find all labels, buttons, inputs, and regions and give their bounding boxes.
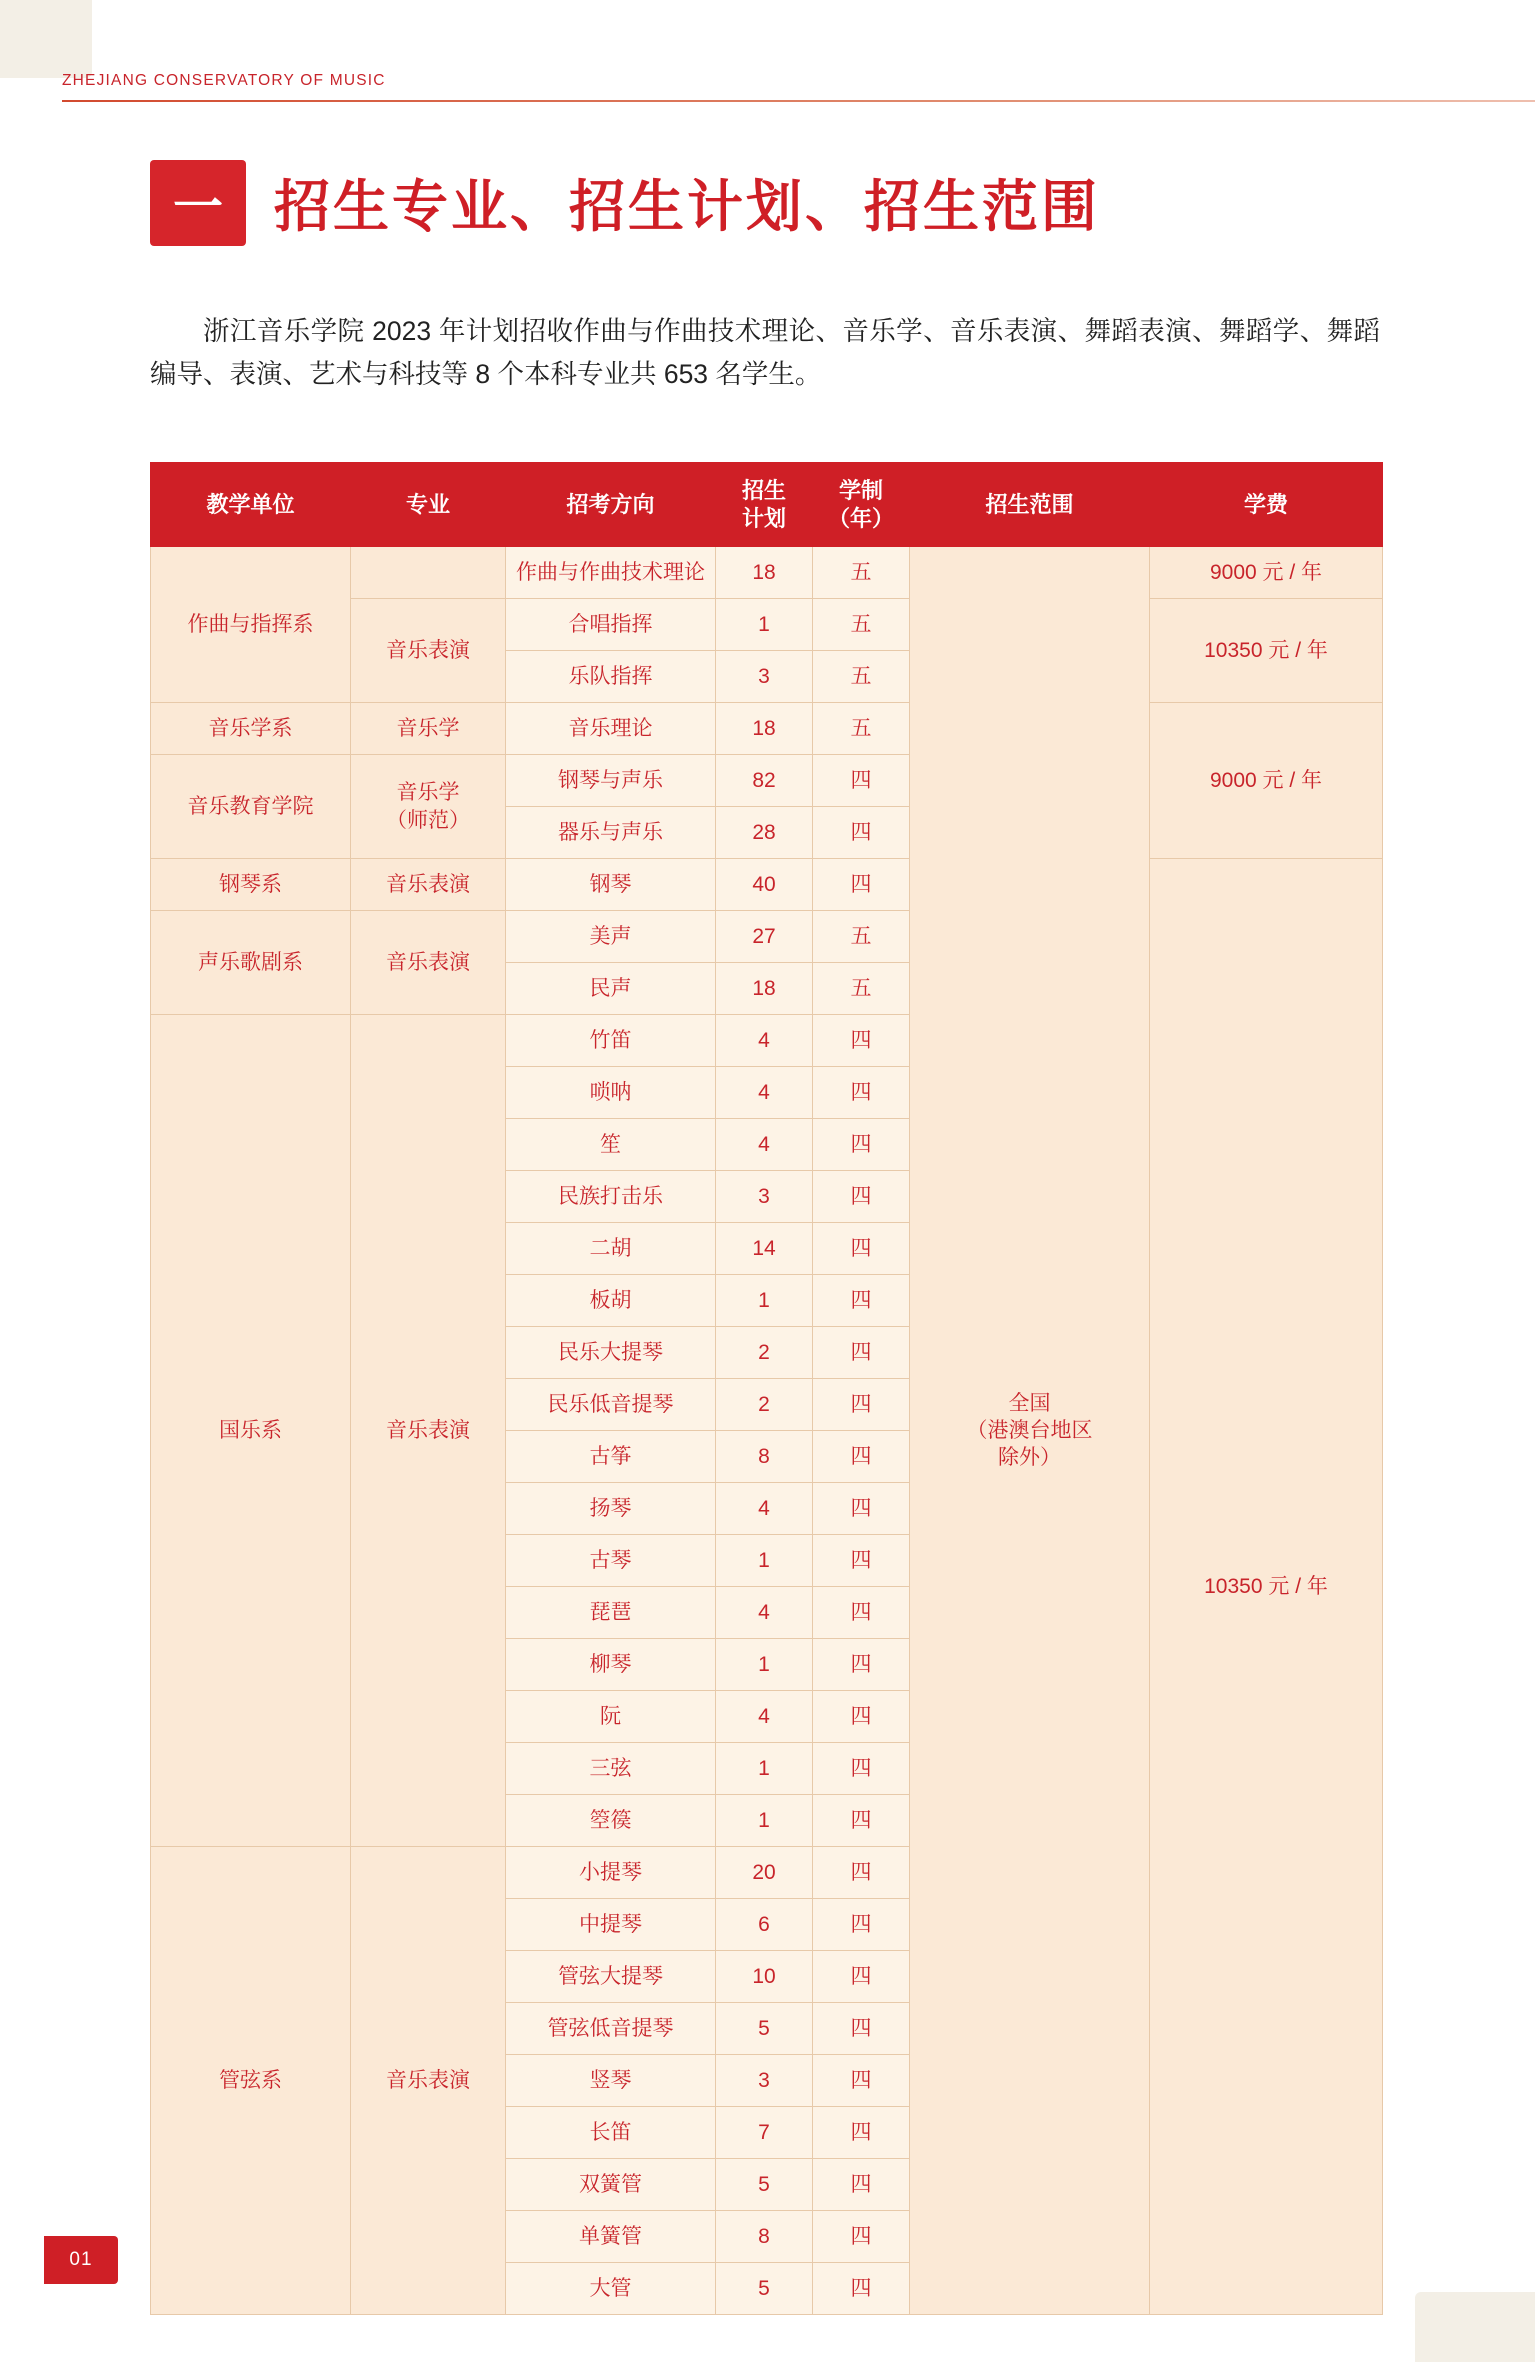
cell-plan: 1 [716,1275,813,1327]
cell-years: 四 [813,1327,910,1379]
cell-direction: 竖琴 [506,2055,716,2107]
cell-years: 五 [813,963,910,1015]
cell-major: 音乐表演 [351,911,506,1015]
table-head [151,463,1383,547]
cell-direction: 民族打击乐 [506,1171,716,1223]
header-divider [62,100,1535,102]
cell-major: 音乐表演 [351,1847,506,2315]
cell-plan: 27 [716,911,813,963]
cell-direction: 管弦低音提琴 [506,2003,716,2055]
cell-plan: 4 [716,1067,813,1119]
cell-plan: 4 [716,1691,813,1743]
cell-direction: 中提琴 [506,1899,716,1951]
cell-direction: 箜篌 [506,1795,716,1847]
cell-plan: 18 [716,963,813,1015]
cell-fee: 10350 元 / 年 [1150,599,1383,703]
cell-direction: 竹笛 [506,1015,716,1067]
institution-name-en: ZHEJIANG CONSERVATORY OF MUSIC [62,72,386,89]
cell-years: 四 [813,1483,910,1535]
cell-years: 四 [813,1431,910,1483]
cell-years: 四 [813,1743,910,1795]
section-number-badge: 一 [150,160,246,246]
cell-major [351,755,506,859]
cell-plan: 1 [716,1639,813,1691]
cell-direction: 古琴 [506,1535,716,1587]
cell-major: 音乐表演 [351,1015,506,1847]
cell-direction: 阮 [506,1691,716,1743]
cell-plan: 18 [716,547,813,599]
cell-unit: 音乐教育学院 [151,755,351,859]
cell-plan: 10 [716,1951,813,2003]
cell-plan: 3 [716,651,813,703]
cell-plan: 14 [716,1223,813,1275]
cell-years: 四 [813,1951,910,2003]
cell-fee: 10350 元 / 年 [1150,859,1383,2315]
cell-plan: 18 [716,703,813,755]
cell-years: 四 [813,1275,910,1327]
table-body [151,547,1383,2315]
cell-years: 四 [813,1899,910,1951]
col-header-unit: 教学单位 [151,463,351,547]
cell-unit: 音乐学系 [151,703,351,755]
admission-plan-table [150,462,1383,2315]
cell-direction: 板胡 [506,1275,716,1327]
section-title-row [150,160,1100,246]
cell-major: 音乐表演 [351,599,506,703]
cell-years: 四 [813,2263,910,2315]
intro-paragraph: 浙江音乐学院 2023 年计划招收作曲与作曲技术理论、音乐学、音乐表演、舞蹈表演、舞蹈学、舞蹈编导、表演、艺术与科技等 8 个本科专业共 653 名学生。 [150,316,1380,389]
cell-scope [910,547,1150,2315]
cell-years: 五 [813,911,910,963]
cell-plan: 28 [716,807,813,859]
cell-direction: 钢琴 [506,859,716,911]
cell-plan: 6 [716,1899,813,1951]
cell-years: 四 [813,1795,910,1847]
cell-direction: 二胡 [506,1223,716,1275]
cell-unit: 作曲与指挥系 [151,547,351,703]
cell-plan: 4 [716,1119,813,1171]
cell-plan: 1 [716,599,813,651]
cell-unit: 钢琴系 [151,859,351,911]
cell-direction: 古筝 [506,1431,716,1483]
cell-years: 四 [813,1587,910,1639]
col-header-plan-line2: 计划 [741,505,786,531]
page-number: 01 [44,2236,118,2284]
cell-direction: 琵琶 [506,1587,716,1639]
cell-years: 五 [813,703,910,755]
cell-unit: 国乐系 [151,1015,351,1847]
cell-direction: 民声 [506,963,716,1015]
col-header-years-line2: （年） [827,505,894,531]
col-header-direction: 招考方向 [506,463,716,547]
cell-years: 四 [813,2055,910,2107]
cell-plan: 3 [716,1171,813,1223]
cell-plan: 20 [716,1847,813,1899]
col-header-major: 专业 [351,463,506,547]
col-header-years-line1: 学制 [838,478,883,503]
cell-years: 四 [813,1639,910,1691]
cell-fee: 9000 元 / 年 [1150,703,1383,859]
cell-years: 四 [813,807,910,859]
cell-direction: 三弦 [506,1743,716,1795]
cell-plan: 5 [716,2003,813,2055]
cell-direction: 民乐大提琴 [506,1327,716,1379]
cell-direction: 民乐低音提琴 [506,1379,716,1431]
cell-years: 四 [813,1171,910,1223]
cell-plan: 1 [716,1795,813,1847]
cell-plan: 4 [716,1015,813,1067]
cell-unit: 管弦系 [151,1847,351,2315]
cell-direction: 钢琴与声乐 [506,755,716,807]
cell-years: 四 [813,755,910,807]
cell-major-line1: 音乐学 [396,781,460,805]
cell-direction: 管弦大提琴 [506,1951,716,2003]
cell-plan: 1 [716,1535,813,1587]
cell-years: 四 [813,1691,910,1743]
cell-direction: 美声 [506,911,716,963]
cell-plan: 2 [716,1379,813,1431]
cell-direction: 笙 [506,1119,716,1171]
cell-years: 四 [813,2211,910,2263]
section-title: 招生专业、招生计划、招生范围 [274,175,1100,238]
cell-major-blank [351,547,506,599]
cell-years: 五 [813,599,910,651]
cell-years: 四 [813,1535,910,1587]
cell-plan: 5 [716,2159,813,2211]
cell-years: 四 [813,1015,910,1067]
cell-years: 四 [813,1119,910,1171]
cell-years: 四 [813,2107,910,2159]
cell-fee: 9000 元 / 年 [1150,547,1383,599]
cell-plan: 4 [716,1587,813,1639]
cell-years: 四 [813,1379,910,1431]
cell-plan: 40 [716,859,813,911]
cell-unit: 声乐歌剧系 [151,911,351,1015]
table-row [151,547,1383,599]
cell-direction: 扬琴 [506,1483,716,1535]
table-row [151,703,1383,755]
cell-years: 五 [813,547,910,599]
admission-plan-table-wrap [150,462,1382,2315]
cell-direction: 大管 [506,2263,716,2315]
cell-plan: 82 [716,755,813,807]
cell-years: 四 [813,859,910,911]
cell-years: 五 [813,651,910,703]
cell-plan: 7 [716,2107,813,2159]
cell-direction: 长笛 [506,2107,716,2159]
scope-line3: 除外） [998,1446,1061,1470]
cell-years: 四 [813,2003,910,2055]
cell-direction: 唢呐 [506,1067,716,1119]
bottom-decoration [1415,2292,1535,2362]
cell-direction: 单簧管 [506,2211,716,2263]
col-header-scope: 招生范围 [910,463,1150,547]
cell-direction: 作曲与作曲技术理论 [506,547,716,599]
col-header-fee: 学费 [1150,463,1383,547]
cell-direction: 音乐理论 [506,703,716,755]
table-header-row [151,463,1383,547]
cell-direction: 乐队指挥 [506,651,716,703]
scope-line2: （港澳台地区 [966,1418,1093,1442]
col-header-years [813,463,910,547]
cell-plan: 3 [716,2055,813,2107]
cell-direction: 合唱指挥 [506,599,716,651]
cell-years: 四 [813,1067,910,1119]
corner-decoration [0,0,92,78]
cell-years: 四 [813,2159,910,2211]
cell-plan: 1 [716,1743,813,1795]
cell-major-line2: （师范） [386,808,470,832]
cell-years: 四 [813,1847,910,1899]
cell-direction: 双簧管 [506,2159,716,2211]
cell-plan: 5 [716,2263,813,2315]
cell-direction: 柳琴 [506,1639,716,1691]
page-header [62,72,1472,102]
cell-major: 音乐学 [351,703,506,755]
cell-plan: 2 [716,1327,813,1379]
table-row [151,859,1383,911]
cell-plan: 4 [716,1483,813,1535]
cell-plan: 8 [716,1431,813,1483]
col-header-plan [716,463,813,547]
cell-direction: 器乐与声乐 [506,807,716,859]
cell-plan: 8 [716,2211,813,2263]
cell-direction: 小提琴 [506,1847,716,1899]
cell-major: 音乐表演 [351,859,506,911]
cell-years: 四 [813,1223,910,1275]
col-header-plan-line1: 招生 [741,478,786,503]
scope-line1: 全国 [1008,1391,1051,1415]
